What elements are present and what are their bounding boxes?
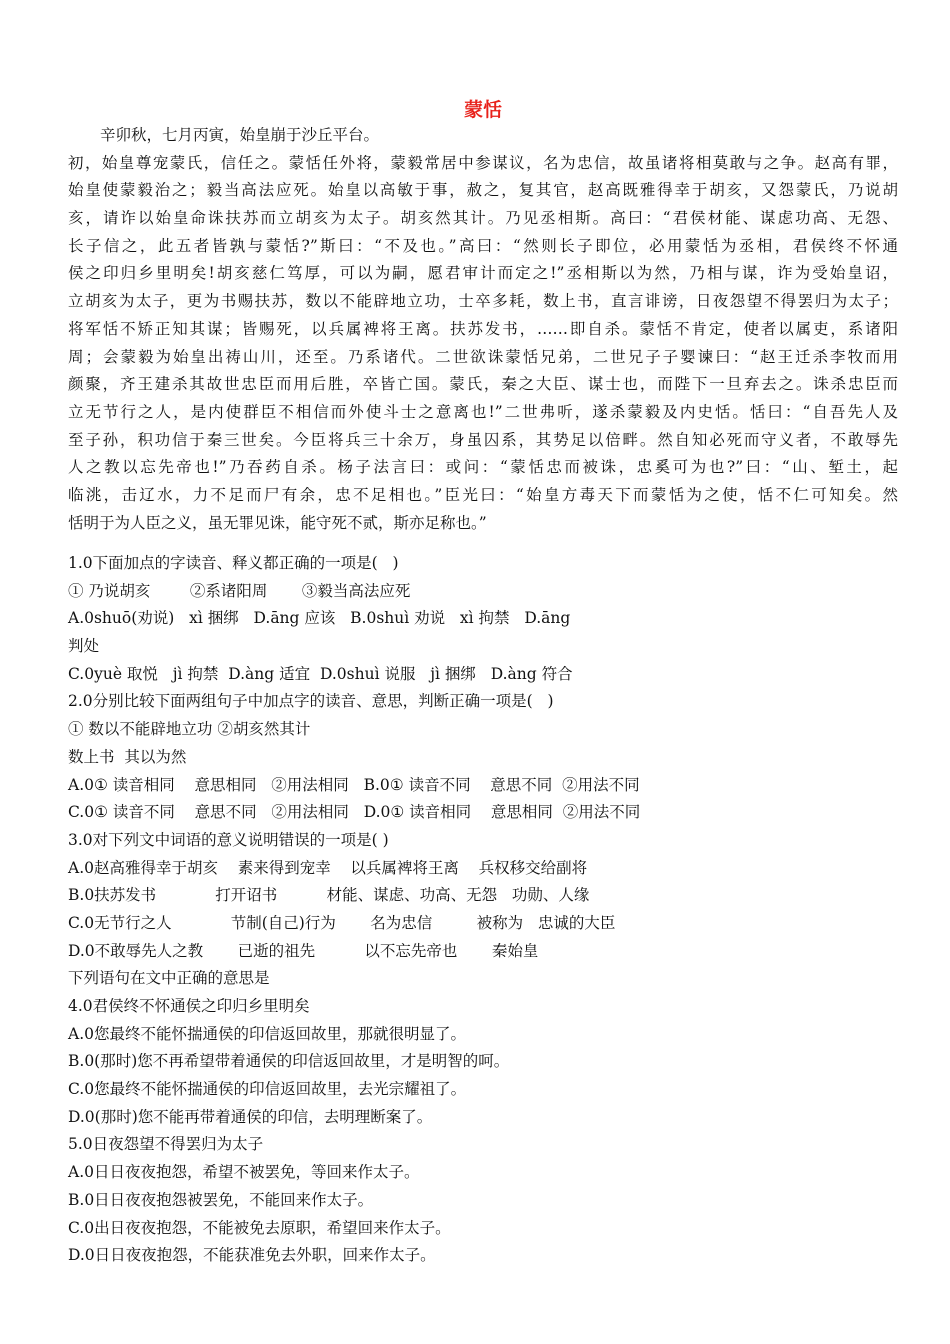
question-line: B.0(那时)您不再希望带着通侯的印信返回故里，才是明智的呵。 (68, 1052, 510, 1071)
question-line: C.0yuè 取悦 jì 拘禁 D.àng 适宜 D.0shuì 说服 jì 捆绑 D.àng 符合 (68, 664, 573, 683)
passage-line: 周；会蒙毅为始皇出祷山川，还至。乃系诸代。二世欲诛蒙恬兄弟，二世兄子子婴谏曰：“赵王迁杀李牧而用 (68, 347, 898, 366)
question-line: A.0① 读音相同 意思相同 ②用法相同 B.0① 读音不同 意思不同 ②用法不同 (68, 775, 640, 794)
question-line: 1.0下面加点的字读音、释义都正确的一项是( ) (68, 554, 399, 572)
question-line: 4.0君侯终不怀通侯之印归乡里明矣 (68, 997, 310, 1015)
question-line: D.0日日夜夜抱怨，不能获准免去外职，回来作太子。 (68, 1246, 436, 1265)
document-title: 蒙恬 (463, 99, 502, 121)
passage-line: 始皇使蒙毅治之；毅当高法应死。始皇以高敏于事，赦之，复其官，赵高既雅得幸于胡亥，又怨蒙氏，乃说胡 (68, 181, 898, 200)
passage-line: 亥，请诈以始皇命诛扶苏而立胡亥为太子。胡亥然其计。乃见丞相斯。高曰：“君侯材能、谋虑功高、无怨、 (68, 209, 898, 228)
passage-text (68, 122, 898, 537)
passage-line: 人之教以忘先帝也!”乃吞药自杀。杨子法言曰：或问：“蒙恬忠而被诛，忠奚可为也?”曰：“山、堑土，起 (68, 458, 898, 477)
question-line: D.0(那时)您不能再带着通侯的印信，去明理断案了。 (68, 1107, 433, 1126)
passage-line: 颜聚，齐王建杀其故世忠臣而用后胜，卒皆亡国。蒙氏，秦之大臣、谋士也，而陛下一旦弃去之。诛杀忠臣而 (68, 375, 898, 394)
passage-line: 至子孙，积功信于秦三世矣。今臣将兵三十余万，身虽囚系，其势足以倍畔。然自知必死而守义者，不敢辱先 (68, 430, 898, 449)
question-line: A.0您最终不能怀揣通侯的印信返回故里，那就很明显了。 (68, 1024, 466, 1043)
passage-line: 长子信之，此五者皆孰与蒙恬?”斯曰：“不及也。”高曰：“然则长子即位，必用蒙恬为丞相，君侯终不怀通 (68, 236, 898, 255)
question-line: B.0日日夜夜抱怨被罢免，不能回来作太子。 (68, 1190, 374, 1209)
question-line: ① 乃说胡亥 ②系诸阳周 ③毅当高法应死 (68, 581, 411, 600)
passage-line: 将军恬不矫正知其谋；皆赐死，以兵属裨将王离。扶苏发书，……即自杀。蒙恬不肯定，使者以属吏，系诸阳 (68, 319, 898, 338)
passage-line: 侯之印归乡里明矣!胡亥慈仁笃厚，可以为嗣，愿君审计而定之!”丞相斯以为然，乃相与谋，诈为受始皇诏， (68, 264, 898, 283)
question-line: C.0① 读音不同 意思不同 ②用法相同 D.0① 读音相同 意思相同 ②用法不同 (68, 803, 641, 822)
question-line: 5.0日夜怨望不得罢归为太子 (68, 1135, 264, 1154)
passage-line: 辛卯秋，七月丙寅，始皇崩于沙丘平台。 (100, 126, 380, 144)
question-line: 2.0分别比较下面两组句子中加点字的读音、意思，判断正确一项是( ) (68, 692, 554, 711)
question-line: A.0日日夜夜抱怨，希望不被罢免，等回来作太子。 (68, 1163, 420, 1182)
question-line: C.0出日夜夜抱怨，不能被免去原职，希望回来作太子。 (68, 1218, 451, 1237)
passage-line: 立胡亥为太子，更为书赐扶苏，数以不能辟地立功，士卒多耗，数上书，直言诽谤，日夜怨望不得罢归为太子； (68, 292, 898, 311)
question-section (68, 550, 898, 1270)
passage-line: 立无节行之人，是内使群臣不相信而外使斗士之意离也!”二世弗听，遂杀蒙毅及内史恬。恬曰：“自吾先人及 (68, 402, 898, 421)
question-line: 3.0对下列文中词语的意义说明错误的一项是( ) (68, 830, 389, 849)
question-line: C.0您最终不能怀揣通侯的印信返回故里，去光宗耀祖了。 (68, 1080, 467, 1099)
passage-line: 恬明于为人臣之义，虽无罪见诛，能守死不贰，斯亦足称也。” (68, 513, 487, 532)
question-line: A.0shuō(劝说) xì 捆绑 D.āng 应该 B.0shuì 劝说 xì 拘禁 D.āng (68, 609, 571, 628)
passage-line: 初，始皇尊宠蒙氏，信任之。蒙恬任外将，蒙毅常居中参谋议，名为忠信，故虽诸将相莫敢与之争。赵高有罪， (68, 153, 898, 172)
question-line: B.0扶苏发书 打开诏书 材能、谋虑、功高、无怨 功勋、人缘 (68, 886, 590, 905)
passage-line: 临洮，击辽水，力不足而尸有余，忠不足相也。”臣光曰：“始皇方毒天下而蒙恬为之使，恬不仁可知矣。然 (68, 485, 898, 504)
question-line: D.0不敢辱先人之教 已逝的祖先 以不忘先帝也 秦始皇 (68, 941, 539, 960)
question-line: A.0赵高雅得幸于胡亥 素来得到宠幸 以兵属裨将王离 兵权移交给副将 (68, 858, 588, 877)
question-line: C.0无节行之人 节制(自己)行为 名为忠信 被称为 忠诚的大臣 (68, 913, 616, 932)
question-line: 判处 (68, 637, 100, 656)
question-line: ① 数以不能辟地立功 ②胡亥然其计 (68, 720, 311, 739)
question-line: 数上书 其以为然 (68, 747, 187, 766)
question-line: 下列语句在文中正确的意思是 (68, 969, 270, 988)
